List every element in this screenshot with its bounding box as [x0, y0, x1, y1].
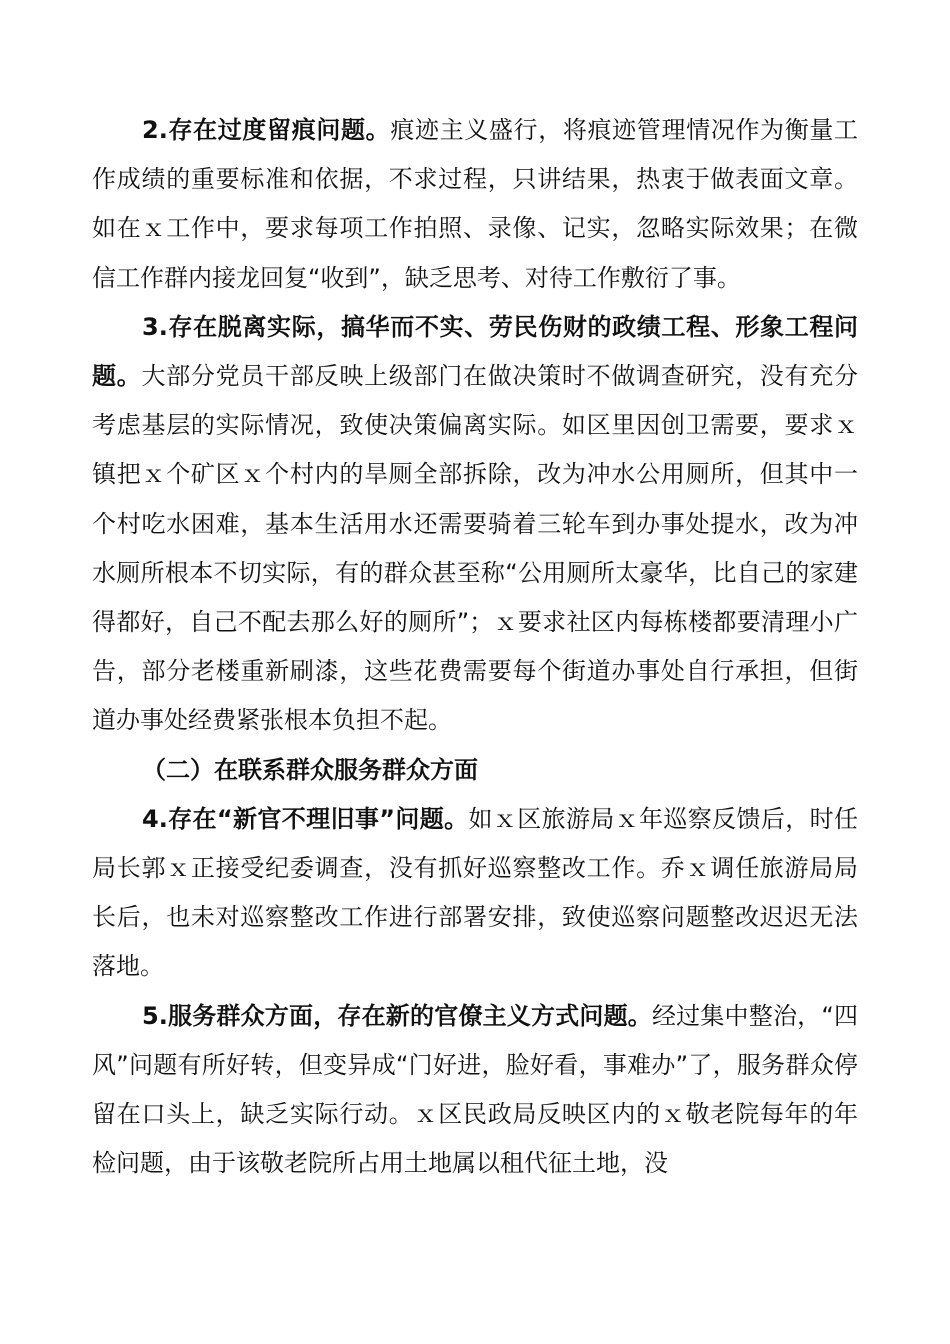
document-body — [92, 106, 858, 1188]
paragraph-4-body: 如ｘ区旅游局ｘ年巡察反馈后，时任局长郭ｘ正接受纪委调查，没有抓好巡察整改工作。乔ｘ调任旅游局局长后，也未对巡察整改工作进行部署安排，致使巡察问题整改迟迟无法落地。 — [92, 804, 858, 981]
paragraph-5-body: 经过集中整治，“四风”问题有所好转，但变异成“门好进，脸好看，事难办”了，服务群众停留在口头上，缺乏实际行动。ｘ区民政局反映区内的ｘ敬老院每年的年检问题，由于该敬老院所占用土地属以租代征土地，没 — [92, 1001, 858, 1178]
paragraph-4 — [92, 795, 858, 992]
paragraph-2-lead: 2.存在过度留痕问题。 — [142, 116, 391, 144]
paragraph-5 — [92, 992, 858, 1189]
paragraph-5-lead: 5.服务群众方面，存在新的官僚主义方式问题。 — [142, 1001, 652, 1030]
paragraph-3 — [92, 303, 858, 746]
paragraph-2-body: 痕迹主义盛行，将痕迹管理情况作为衡量工作成绩的重要标准和依据，不求过程，只讲结果，热衷于做表面文章。如在ｘ工作中，要求每项工作拍照、录像、记实，忽略实际效果；在微信工作群内接龙回复“收到”，缺乏思考、对待工作敷衍了事。 — [92, 116, 858, 292]
paragraph-2 — [92, 106, 858, 303]
paragraph-4-lead: 4.存在“新官不理旧事”问题。 — [142, 804, 469, 833]
paragraph-3-body: 大部分党员干部反映上级部门在做决策时不做调查研究，没有充分考虑基层的实际情况，致使决策偏离实际。如区里因创卫需要，要求ｘ镇把ｘ个矿区ｘ个村内的旱厕全部拆除，改为冲水公用厕所，但其中一个村吃水困难，基本生活用水还需要骑着三轮车到办事处提水，改为冲水厕所根本不切实际，有的群众甚至称“公用厕所太豪华，比自己的家建得都好，自己不配去那么好的厕所”；ｘ要求社区内每栋楼都要清理小广告，部分老楼重新刷漆，这些花费需要每个街道办事处自行承担，但街道办事处经费紧张根本负担不起。 — [92, 362, 858, 735]
paragraph-3-lead: 3.存在脱离实际，搞华而不实、劳民伤财的政绩工程、形象工程问题。 — [92, 312, 858, 391]
section-heading: （二）在联系群众服务群众方面 — [142, 755, 478, 784]
